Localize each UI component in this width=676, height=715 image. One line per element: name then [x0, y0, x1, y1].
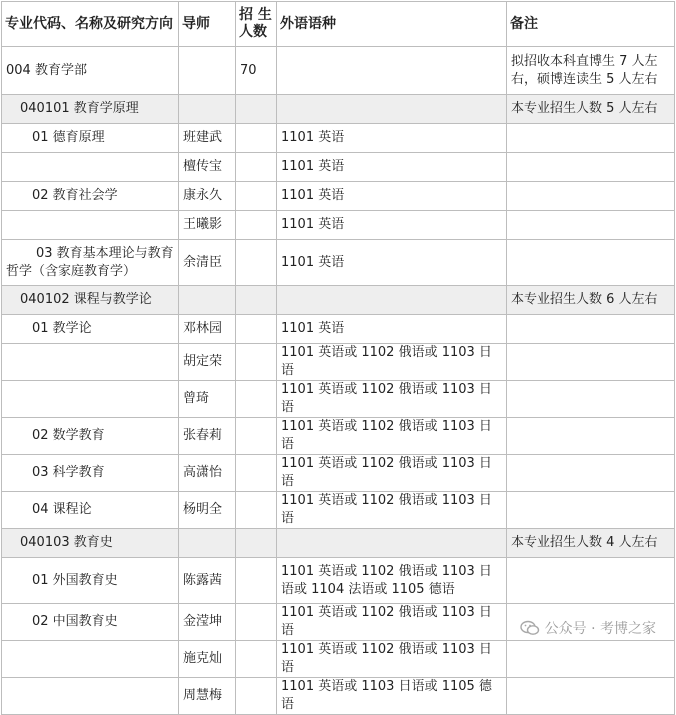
cell-language: 1101 英语或 1103 日语或 1105 德语 [277, 678, 507, 715]
cell-enrollment [236, 558, 277, 604]
cell-remarks [507, 211, 675, 240]
cell-remarks [507, 153, 675, 182]
cell-remarks [507, 381, 675, 418]
cell-language [277, 286, 507, 315]
cell-major: 02 数学教育 [2, 418, 179, 455]
cell-remarks: 本专业招生人数 4 人左右 [507, 529, 675, 558]
cell-advisor [179, 47, 236, 95]
cell-enrollment [236, 211, 277, 240]
cell-major [2, 153, 179, 182]
cell-language [277, 95, 507, 124]
cell-advisor: 高潇怡 [179, 455, 236, 492]
cell-remarks [507, 678, 675, 715]
cell-remarks [507, 124, 675, 153]
cell-remarks [507, 492, 675, 529]
cell-major [2, 678, 179, 715]
cell-language: 1101 英语或 1102 俄语或 1103 日语 [277, 492, 507, 529]
cell-language: 1101 英语或 1102 俄语或 1103 日语 [277, 344, 507, 381]
cell-enrollment [236, 286, 277, 315]
cell-enrollment [236, 418, 277, 455]
cell-major: 03 教育基本理论与教育哲学（含家庭教育学） [2, 240, 179, 286]
cell-advisor: 康永久 [179, 182, 236, 211]
cell-language: 1101 英语 [277, 315, 507, 344]
cell-advisor: 邓林园 [179, 315, 236, 344]
header-language: 外语语种 [277, 2, 507, 47]
header-advisor: 导师 [179, 2, 236, 47]
cell-advisor [179, 529, 236, 558]
cell-major: 01 教学论 [2, 315, 179, 344]
watermark [520, 618, 656, 638]
watermark-text: 公众号 · 考博之家 [544, 621, 656, 637]
cell-major: 040103 教育史 [2, 529, 179, 558]
cell-major: 03 科学教育 [2, 455, 179, 492]
cell-remarks [507, 418, 675, 455]
cell-enrollment [236, 344, 277, 381]
cell-advisor: 周慧梅 [179, 678, 236, 715]
cell-enrollment [236, 455, 277, 492]
cell-language: 1101 英语 [277, 153, 507, 182]
cell-advisor [179, 286, 236, 315]
header-remarks: 备注 [507, 2, 675, 47]
cell-advisor [179, 95, 236, 124]
cell-advisor: 金滢坤 [179, 604, 236, 641]
cell-remarks [507, 315, 675, 344]
cell-major: 040102 课程与教学论 [2, 286, 179, 315]
cell-enrollment [236, 678, 277, 715]
cell-enrollment: 70 [236, 47, 277, 95]
cell-major [2, 344, 179, 381]
table-header-row [2, 2, 675, 47]
header-enrollment: 招 生 人数 [236, 2, 277, 47]
cell-language: 1101 英语 [277, 124, 507, 153]
table-row [2, 678, 675, 715]
cell-remarks [507, 455, 675, 492]
cell-enrollment [236, 182, 277, 211]
table-row [2, 455, 675, 492]
cell-major [2, 641, 179, 678]
cell-language: 1101 英语 [277, 182, 507, 211]
cell-advisor: 张春莉 [179, 418, 236, 455]
cell-remarks: 拟招收本科直博生 7 人左右，硕博连读生 5 人左右 [507, 47, 675, 95]
cell-language [277, 47, 507, 95]
cell-remarks [507, 641, 675, 678]
table-row [2, 182, 675, 211]
cell-language: 1101 英语或 1102 俄语或 1103 日语 [277, 604, 507, 641]
cell-enrollment [236, 124, 277, 153]
cell-enrollment [236, 315, 277, 344]
table-row [2, 529, 675, 558]
cell-advisor: 施克灿 [179, 641, 236, 678]
cell-major: 04 课程论 [2, 492, 179, 529]
cell-advisor: 余清臣 [179, 240, 236, 286]
table-row [2, 418, 675, 455]
cell-major: 040101 教育学原理 [2, 95, 179, 124]
cell-enrollment [236, 95, 277, 124]
table-row [2, 492, 675, 529]
cell-major: 01 德育原理 [2, 124, 179, 153]
cell-language: 1101 英语或 1102 俄语或 1103 日语 [277, 381, 507, 418]
cell-advisor: 杨明全 [179, 492, 236, 529]
cell-major [2, 381, 179, 418]
cell-language [277, 529, 507, 558]
cell-language: 1101 英语或 1102 俄语或 1103 日语 [277, 418, 507, 455]
cell-advisor: 檀传宝 [179, 153, 236, 182]
table-row [2, 124, 675, 153]
cell-remarks: 本专业招生人数 5 人左右 [507, 95, 675, 124]
cell-advisor: 胡定荣 [179, 344, 236, 381]
cell-enrollment [236, 381, 277, 418]
table-row [2, 286, 675, 315]
cell-enrollment [236, 641, 277, 678]
cell-language: 1101 英语 [277, 240, 507, 286]
cell-enrollment [236, 492, 277, 529]
cell-language: 1101 英语或 1102 俄语或 1103 日语 [277, 455, 507, 492]
cell-major: 01 外国教育史 [2, 558, 179, 604]
table-row [2, 211, 675, 240]
table-body [2, 47, 675, 715]
cell-remarks [507, 182, 675, 211]
cell-remarks: 本专业招生人数 6 人左右 [507, 286, 675, 315]
cell-major: 004 教育学部 [2, 47, 179, 95]
table-row [2, 153, 675, 182]
cell-enrollment [236, 240, 277, 286]
cell-remarks [507, 240, 675, 286]
header-major: 专业代码、名称及研究方向 [2, 2, 179, 47]
cell-language: 1101 英语或 1102 俄语或 1103 日语 [277, 641, 507, 678]
table-row [2, 558, 675, 604]
admission-table [1, 1, 675, 715]
table-row [2, 641, 675, 678]
cell-major: 02 中国教育史 [2, 604, 179, 641]
table-row [2, 240, 675, 286]
table-row [2, 344, 675, 381]
cell-remarks [507, 558, 675, 604]
table-row [2, 381, 675, 418]
table-row [2, 315, 675, 344]
cell-enrollment [236, 604, 277, 641]
table-row [2, 47, 675, 95]
cell-advisor: 陈露茜 [179, 558, 236, 604]
cell-major [2, 211, 179, 240]
wechat-icon [520, 620, 540, 636]
cell-enrollment [236, 529, 277, 558]
cell-major: 02 教育社会学 [2, 182, 179, 211]
cell-advisor: 班建武 [179, 124, 236, 153]
cell-language: 1101 英语 [277, 211, 507, 240]
cell-advisor: 王曦影 [179, 211, 236, 240]
cell-advisor: 曾琦 [179, 381, 236, 418]
table-row [2, 95, 675, 124]
cell-language: 1101 英语或 1102 俄语或 1103 日语或 1104 法语或 1105 德语 [277, 558, 507, 604]
cell-enrollment [236, 153, 277, 182]
cell-remarks [507, 344, 675, 381]
